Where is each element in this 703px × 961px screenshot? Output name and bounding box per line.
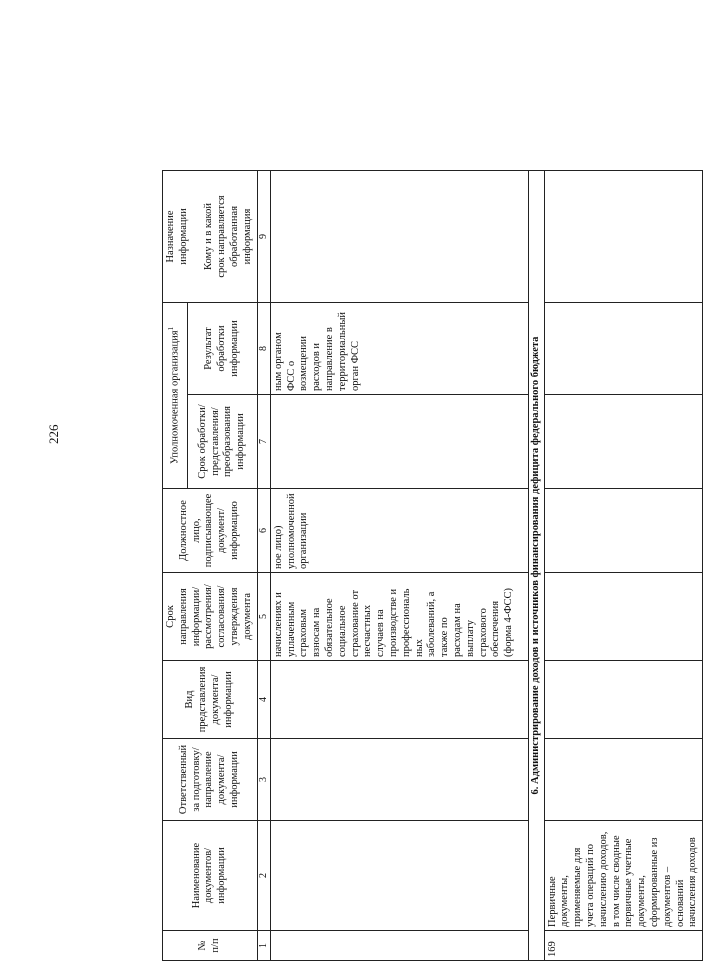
header-deadline: Срок направления информации/ рассмотрения/ согласования/ утверждения документа xyxy=(163,573,258,661)
header-processing-result: Результат обработки информации xyxy=(188,303,257,395)
header-presentation-type: Вид представления документа/ информации xyxy=(163,661,258,739)
header-responsible: Ответственный за подготовку/ направление документа/ информации xyxy=(163,739,258,821)
page-number: 226 xyxy=(46,424,61,444)
col-number: 9 xyxy=(257,171,270,303)
continued-row xyxy=(270,171,528,961)
table-row-169 xyxy=(544,171,703,961)
col-number: 3 xyxy=(257,739,270,821)
header-row-1 xyxy=(163,171,188,961)
section-row xyxy=(528,171,544,961)
col-number: 2 xyxy=(257,821,270,931)
header-document-name: Наименование документов/ информации xyxy=(163,821,258,931)
col-number: 7 xyxy=(257,395,270,489)
col-number: 6 xyxy=(257,489,270,573)
header-processing-deadline: Срок обработки/ представления/ преобразования информации xyxy=(188,395,257,489)
continued-official-text: ное лицо) уполномоченной организации xyxy=(270,489,528,573)
col-number: 4 xyxy=(257,661,270,739)
col-number: 1 xyxy=(257,931,270,961)
continued-result-text: ным органом ФСС о возмещении расходов и направление в территориальный орган ФСС xyxy=(270,303,528,395)
col-number: 5 xyxy=(257,573,270,661)
header-purpose: Назначение информации Кому и в какой срок направляется обработанная информация xyxy=(163,171,258,303)
header-authorized-organization: Уполномоченная организация$^1$ xyxy=(163,303,188,489)
rotated-page-content xyxy=(162,56,699,961)
header-signing-official: Должностное лицо, подписывающее документ/ информацию xyxy=(163,489,258,573)
row-document-name: Первичные документы, применяемые для учета операций по начислению доходов, в том числе сводные первичные учетные документы, сформированные из документов – оснований начисления доходов xyxy=(544,821,703,931)
header-number: № п/п xyxy=(163,931,258,961)
row-number: 169 xyxy=(544,931,703,961)
col-number: 8 xyxy=(257,303,270,395)
section-title: 6. Администрирование доходов и источников финансирования дефицита федерального бюджета xyxy=(528,171,544,961)
continued-deadline-text: начислениях и уплаченным страховым взносам на обязательное социальное страхование от несчастных случаев на производстве и профессиональ ных заболеваний, а также по расходам на выплату страхового обеспечения (форма 4-ФСС) xyxy=(270,573,528,661)
document-table xyxy=(162,170,703,961)
column-number-row xyxy=(257,171,270,961)
